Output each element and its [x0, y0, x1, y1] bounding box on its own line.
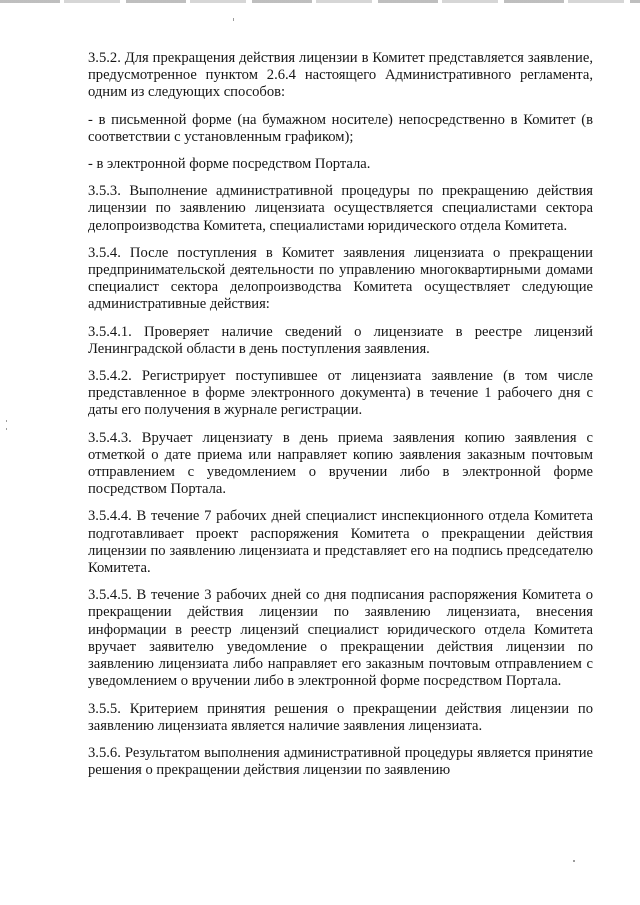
paragraph-3-5-5: 3.5.5. Критерием принятия решения о прекращении действия лицензии по заявлению лицензиата является наличие заявления лицензиата. — [88, 700, 593, 734]
scan-speck — [233, 18, 234, 21]
scan-speck — [6, 420, 7, 422]
paragraph-3-5-4-4: 3.5.4.4. В течение 7 рабочих дней специалист инспекционного отдела Комитета подготавливает проект распоряжения Комитета о прекращении действия лицензии по заявлению лицензиата и представляет его на подпись председателю Комитета. — [88, 508, 593, 577]
paragraph-paper-form: - в письменной форме (на бумажном носителе) непосредственно в Комитет (в соответствии с установленным графиком); — [88, 111, 593, 145]
scan-speck — [573, 860, 575, 862]
paragraph-3-5-4-3: 3.5.4.3. Вручает лицензиату в день приема заявления копию заявления с отметкой о дате приема или направляет копию заявления заказным почтовым отправлением с уведомлением о вручении либо в электронной форме посредством Портала. — [88, 429, 593, 498]
paragraph-3-5-3: 3.5.3. Выполнение административной процедуры по прекращению действия лицензии по заявлению лицензиата осуществляется специалистами сектора делопроизводства Комитета, специалистами юридического отдела Комитета. — [88, 183, 593, 234]
paragraph-3-5-4-2: 3.5.4.2. Регистрирует поступившее от лицензиата заявление (в том числе представленное в форме электронного документа) в течение 1 рабочего дня с даты его получения в журнале регистрации. — [88, 368, 593, 419]
paragraph-3-5-2: 3.5.2. Для прекращения действия лицензии в Комитет представляется заявление, предусмотренное пунктом 2.6.4 настоящего Административного регламента, одним из следующих способов: — [88, 50, 593, 101]
paragraph-3-5-4: 3.5.4. После поступления в Комитет заявления лицензиата о прекращении предпринимательской деятельности по управлению многоквартирными домами специалист сектора делопроизводства Комитета осуществляет следующие административные действия: — [88, 244, 593, 313]
document-body — [88, 50, 593, 779]
paragraph-3-5-4-1: 3.5.4.1. Проверяет наличие сведений о лицензиате в реестре лицензий Ленинградской области в день поступления заявления. — [88, 323, 593, 357]
scan-edge-artifact — [0, 0, 640, 3]
paragraph-3-5-6: 3.5.6. Результатом выполнения административной процедуры является принятие решения о прекращении действия лицензии по заявлению — [88, 744, 593, 779]
scan-speck — [6, 428, 7, 430]
paragraph-electronic-form: - в электронной форме посредством Портала. — [88, 156, 371, 173]
paragraph-3-5-4-5: 3.5.4.5. В течение 3 рабочих дней со дня подписания распоряжения Комитета о прекращении действия лицензии по заявлению лицензиата, внесения информации в реестр лицензий специалист юридического отдела Комитета вручает заявителю уведомление о прекращении действия лицензии по заявлению лицензиата либо направляет его заказным почтовым отправлением с уведомлением о вручении либо в электронной форме посредством Портала. — [88, 587, 593, 690]
